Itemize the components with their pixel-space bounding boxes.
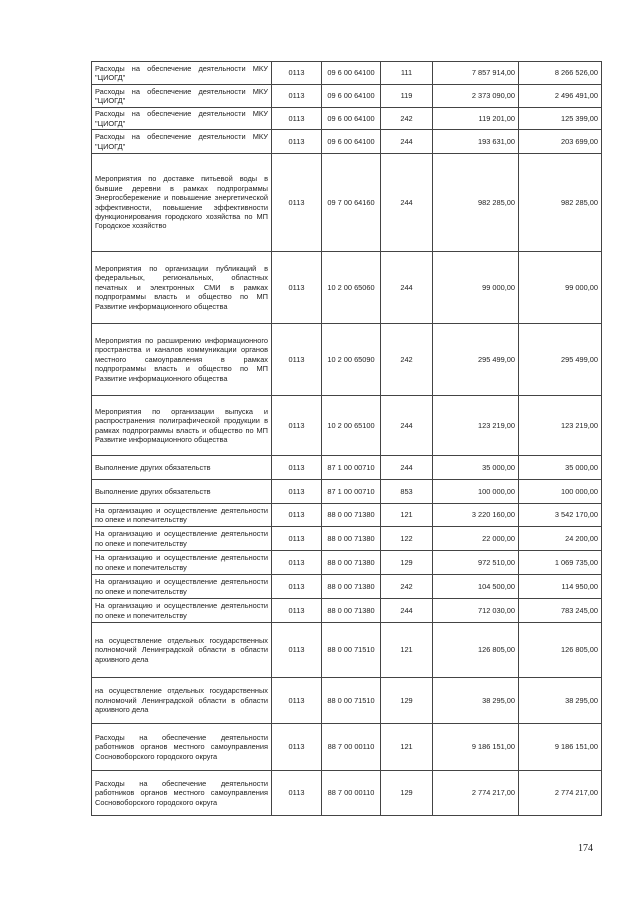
row-target-code: 09 6 00 64100	[322, 85, 381, 108]
row-section-code: 0113	[272, 252, 322, 324]
row-expense-type: 121	[381, 724, 433, 771]
row-expense-type: 244	[381, 252, 433, 324]
row-target-code: 88 0 00 71380	[322, 599, 381, 623]
row-amount-year-1: 119 201,00	[433, 108, 519, 130]
row-amount-year-2: 126 805,00	[519, 623, 602, 678]
row-amount-year-2: 38 295,00	[519, 678, 602, 724]
row-amount-year-1: 2 774 217,00	[433, 771, 519, 816]
row-target-code: 88 7 00 00110	[322, 724, 381, 771]
row-amount-year-2: 203 699,00	[519, 130, 602, 154]
row-expense-type: 129	[381, 678, 433, 724]
table-row	[92, 480, 602, 504]
row-amount-year-2: 1 069 735,00	[519, 551, 602, 575]
budget-table-body	[92, 62, 602, 816]
table-row	[92, 771, 602, 816]
row-target-code: 88 0 00 71380	[322, 527, 381, 551]
row-section-code: 0113	[272, 456, 322, 480]
row-amount-year-1: 100 000,00	[433, 480, 519, 504]
row-section-code: 0113	[272, 623, 322, 678]
row-section-code: 0113	[272, 678, 322, 724]
row-amount-year-2: 100 000,00	[519, 480, 602, 504]
row-description: На организацию и осуществление деятельности по опеке и попечительству	[92, 551, 272, 575]
row-expense-type: 242	[381, 575, 433, 599]
row-target-code: 09 7 00 64160	[322, 154, 381, 252]
table-row	[92, 252, 602, 324]
row-amount-year-1: 2 373 090,00	[433, 85, 519, 108]
row-description: На организацию и осуществление деятельности по опеке и попечительству	[92, 504, 272, 527]
row-target-code: 88 0 00 71510	[322, 678, 381, 724]
row-section-code: 0113	[272, 575, 322, 599]
row-amount-year-1: 104 500,00	[433, 575, 519, 599]
row-amount-year-2: 2 496 491,00	[519, 85, 602, 108]
row-amount-year-2: 295 499,00	[519, 324, 602, 396]
row-section-code: 0113	[272, 130, 322, 154]
row-amount-year-2: 114 950,00	[519, 575, 602, 599]
table-row	[92, 527, 602, 551]
row-target-code: 10 2 00 65100	[322, 396, 381, 456]
row-amount-year-2: 35 000,00	[519, 456, 602, 480]
table-row	[92, 678, 602, 724]
row-amount-year-2: 125 399,00	[519, 108, 602, 130]
row-section-code: 0113	[272, 599, 322, 623]
row-target-code: 87 1 00 00710	[322, 480, 381, 504]
row-section-code: 0113	[272, 154, 322, 252]
row-amount-year-2: 9 186 151,00	[519, 724, 602, 771]
table-row	[92, 599, 602, 623]
row-amount-year-1: 38 295,00	[433, 678, 519, 724]
row-amount-year-1: 35 000,00	[433, 456, 519, 480]
table-row	[92, 324, 602, 396]
row-amount-year-2: 783 245,00	[519, 599, 602, 623]
row-expense-type: 244	[381, 456, 433, 480]
row-description: Расходы на обеспечение деятельности МКУ "ЦИОГД"	[92, 108, 272, 130]
table-row	[92, 456, 602, 480]
row-expense-type: 111	[381, 62, 433, 85]
row-expense-type: 244	[381, 599, 433, 623]
row-amount-year-1: 295 499,00	[433, 324, 519, 396]
row-expense-type: 853	[381, 480, 433, 504]
row-amount-year-1: 126 805,00	[433, 623, 519, 678]
row-amount-year-1: 99 000,00	[433, 252, 519, 324]
row-expense-type: 121	[381, 504, 433, 527]
row-section-code: 0113	[272, 771, 322, 816]
table-row	[92, 575, 602, 599]
row-expense-type: 119	[381, 85, 433, 108]
row-amount-year-2: 2 774 217,00	[519, 771, 602, 816]
row-target-code: 88 0 00 71380	[322, 504, 381, 527]
row-description: Выполнение других обязательств	[92, 480, 272, 504]
row-amount-year-2: 123 219,00	[519, 396, 602, 456]
row-target-code: 09 6 00 64100	[322, 130, 381, 154]
row-section-code: 0113	[272, 527, 322, 551]
row-amount-year-2: 3 542 170,00	[519, 504, 602, 527]
table-row	[92, 724, 602, 771]
row-expense-type: 244	[381, 396, 433, 456]
table-row	[92, 62, 602, 85]
row-target-code: 88 7 00 00110	[322, 771, 381, 816]
table-row	[92, 396, 602, 456]
row-expense-type: 242	[381, 324, 433, 396]
row-description: Мероприятия по расширению информационного пространства и каналов коммуникации органов местного самоуправления в рамках подпрограммы власть и общество по МП Развитие информационного общества	[92, 324, 272, 396]
row-section-code: 0113	[272, 396, 322, 456]
row-expense-type: 244	[381, 154, 433, 252]
row-description: Мероприятия по организации выпуска и распространения полиграфической продукции в рамках подпрограммы власть и общество по МП Развитие информационного общества	[92, 396, 272, 456]
row-target-code: 88 0 00 71380	[322, 575, 381, 599]
row-description: Расходы на обеспечение деятельности МКУ "ЦИОГД"	[92, 85, 272, 108]
row-description: Расходы на обеспечение деятельности работников органов местного самоуправления Сосновоборского городского округа	[92, 724, 272, 771]
row-target-code: 88 0 00 71380	[322, 551, 381, 575]
row-amount-year-1: 193 631,00	[433, 130, 519, 154]
row-description: Расходы на обеспечение деятельности МКУ "ЦИОГД"	[92, 62, 272, 85]
row-description: Мероприятия по доставке питьевой воды в бывшие деревни в рамках подпрограммы Энергосбережение и повышение энергетической эффективности, повышение эффективности функционирования городского хозяйства по МП Городское хозяйство	[92, 154, 272, 252]
row-description: на осуществление отдельных государственных полномочий Ленинградской области в области архивного дела	[92, 678, 272, 724]
row-expense-type: 129	[381, 771, 433, 816]
row-description: на осуществление отдельных государственных полномочий Ленинградской области в области архивного дела	[92, 623, 272, 678]
row-description: На организацию и осуществление деятельности по опеке и попечительству	[92, 527, 272, 551]
row-section-code: 0113	[272, 62, 322, 85]
row-amount-year-1: 982 285,00	[433, 154, 519, 252]
row-expense-type: 244	[381, 130, 433, 154]
table-row	[92, 85, 602, 108]
table-row	[92, 504, 602, 527]
table-row	[92, 130, 602, 154]
row-expense-type: 129	[381, 551, 433, 575]
row-section-code: 0113	[272, 108, 322, 130]
row-amount-year-1: 7 857 914,00	[433, 62, 519, 85]
row-section-code: 0113	[272, 480, 322, 504]
row-expense-type: 122	[381, 527, 433, 551]
row-description: Мероприятия по организации публикаций в федеральных, региональных, областных печатных и электронных СМИ в рамках подпрограммы власть и общество по МП Развитие информационного общества	[92, 252, 272, 324]
row-expense-type: 242	[381, 108, 433, 130]
row-description: Расходы на обеспечение деятельности работников органов местного самоуправления Сосновоборского городского округа	[92, 771, 272, 816]
row-section-code: 0113	[272, 504, 322, 527]
row-description: На организацию и осуществление деятельности по опеке и попечительству	[92, 575, 272, 599]
row-amount-year-1: 123 219,00	[433, 396, 519, 456]
row-description: На организацию и осуществление деятельности по опеке и попечительству	[92, 599, 272, 623]
row-amount-year-1: 712 030,00	[433, 599, 519, 623]
row-amount-year-2: 982 285,00	[519, 154, 602, 252]
row-expense-type: 121	[381, 623, 433, 678]
row-description: Выполнение других обязательств	[92, 456, 272, 480]
row-amount-year-2: 99 000,00	[519, 252, 602, 324]
row-amount-year-1: 972 510,00	[433, 551, 519, 575]
table-row	[92, 108, 602, 130]
row-description: Расходы на обеспечение деятельности МКУ "ЦИОГД"	[92, 130, 272, 154]
table-row	[92, 154, 602, 252]
row-amount-year-1: 9 186 151,00	[433, 724, 519, 771]
row-amount-year-2: 8 266 526,00	[519, 62, 602, 85]
row-amount-year-1: 3 220 160,00	[433, 504, 519, 527]
row-target-code: 09 6 00 64100	[322, 108, 381, 130]
table-row	[92, 551, 602, 575]
row-section-code: 0113	[272, 724, 322, 771]
row-amount-year-2: 24 200,00	[519, 527, 602, 551]
row-section-code: 0113	[272, 85, 322, 108]
row-target-code: 09 6 00 64100	[322, 62, 381, 85]
row-target-code: 10 2 00 65060	[322, 252, 381, 324]
row-amount-year-1: 22 000,00	[433, 527, 519, 551]
page-number: 174	[578, 843, 593, 854]
row-target-code: 10 2 00 65090	[322, 324, 381, 396]
row-section-code: 0113	[272, 324, 322, 396]
budget-table	[91, 61, 602, 816]
table-row	[92, 623, 602, 678]
row-target-code: 87 1 00 00710	[322, 456, 381, 480]
row-target-code: 88 0 00 71510	[322, 623, 381, 678]
row-section-code: 0113	[272, 551, 322, 575]
